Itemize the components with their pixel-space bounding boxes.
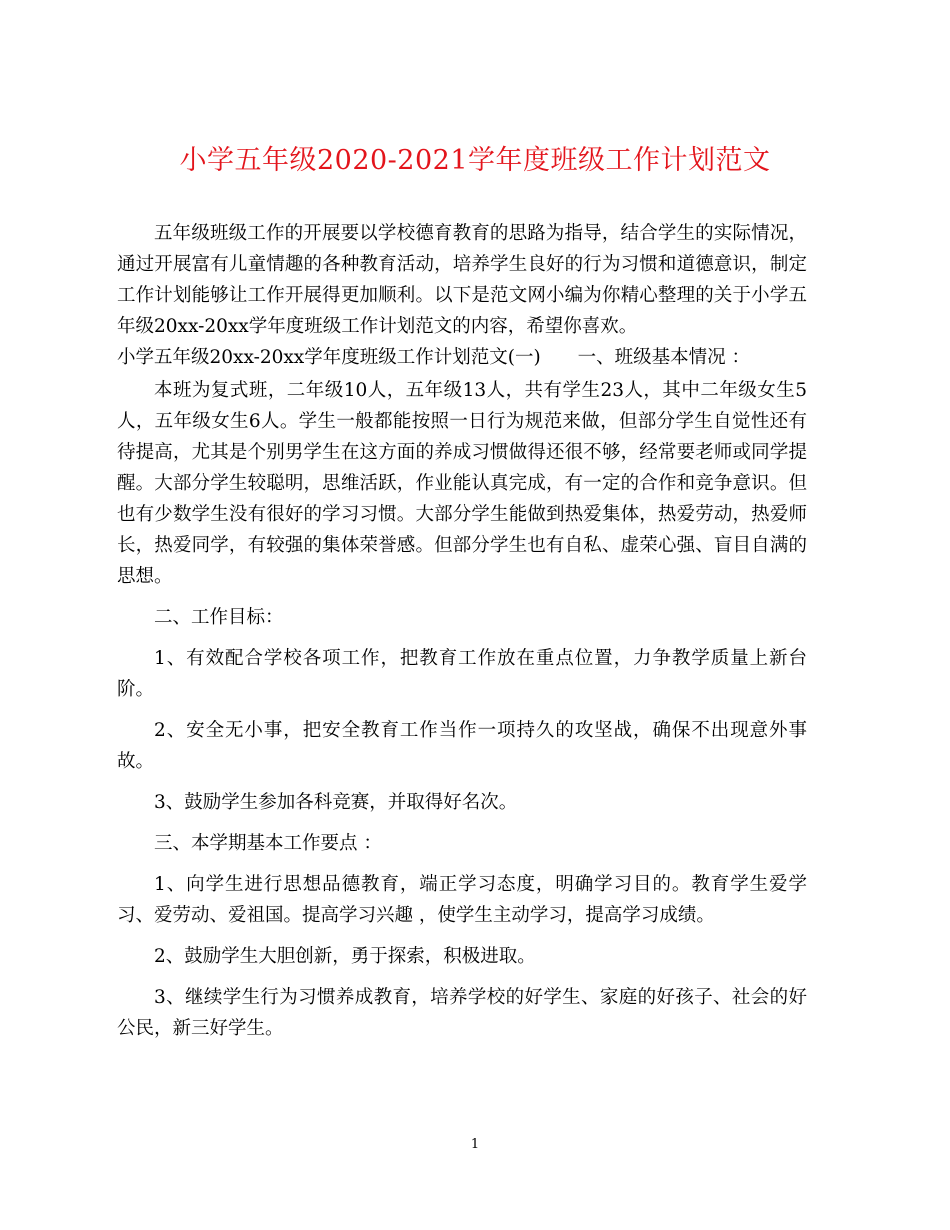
section-heading-basic-situation: 小学五年级20xx-20xx学年度班级工作计划范文(一) 一、班级基本情况 ： [117, 347, 751, 368]
document-body [117, 218, 807, 1044]
goal-item-3: 3、鼓励学生参加各科竞赛，并取得好名次。 [154, 792, 518, 813]
work-point-3: 3、继续学生行为习惯养成教育，培养学校的好学生、家庭的好孩子、社会的好公民，新三好学生。 [117, 987, 807, 1039]
document-title: 小学五年级2020-2021学年度班级工作计划范文 [179, 145, 771, 176]
class-situation-paragraph: 本班为复式班，二年级10人，五年级13人，共有学生23人，其中二年级女生5人，五年级女生6人。学生一般都能按照一日行为规范来做，但部分学生自觉性还有待提高，尤其是个别男学生在这方面的养成习惯做得还很不够，经常要老师或同学提醒。大部分学生较聪明，思维活跃，作业能认真完成，有一定的合作和竞争意识。但也有少数学生没有很好的学习习惯。大部分学生能做到热爱集体，热爱劳动，热爱师长，热爱同学，有较强的集体荣誉感。但部分学生也有自私、虚荣心强、盲目自满的思想。 [117, 380, 807, 587]
section-heading-work-points: 三、本学期基本工作要点 ： [154, 833, 382, 854]
work-point-2: 2、鼓励学生大胆创新，勇于探索，积极进取。 [154, 946, 536, 967]
goal-item-2: 2、安全无小事，把安全教育工作当作一项持久的攻坚战，确保不出现意外事故。 [117, 720, 807, 772]
section-heading-work-goals: 二、工作目标： [154, 607, 284, 628]
intro-paragraph: 五年级班级工作的开展要以学校德育教育的思路为指导，结合学生的实际情况，通过开展富有儿童情趣的各种教育活动，培养学生良好的行为习惯和道德意识，制定工作计划能够让工作开展得更加顺利。以下是范文网小编为你精心整理的关于小学五年级20xx-20xx学年度班级工作计划范文的内容，希望你喜欢。 [117, 223, 807, 337]
goal-item-1: 1、有效配合学校各项工作，把教育工作放在重点位置，力争教学质量上新台阶。 [117, 648, 807, 700]
work-point-1: 1、向学生进行思想品德教育，端正学习态度，明确学习目的。教育学生爱学习、爱劳动、爱祖国。提高学习兴趣 ，使学生主动学习，提高学习成绩。 [117, 874, 807, 926]
page-number: 1 [470, 1137, 480, 1152]
